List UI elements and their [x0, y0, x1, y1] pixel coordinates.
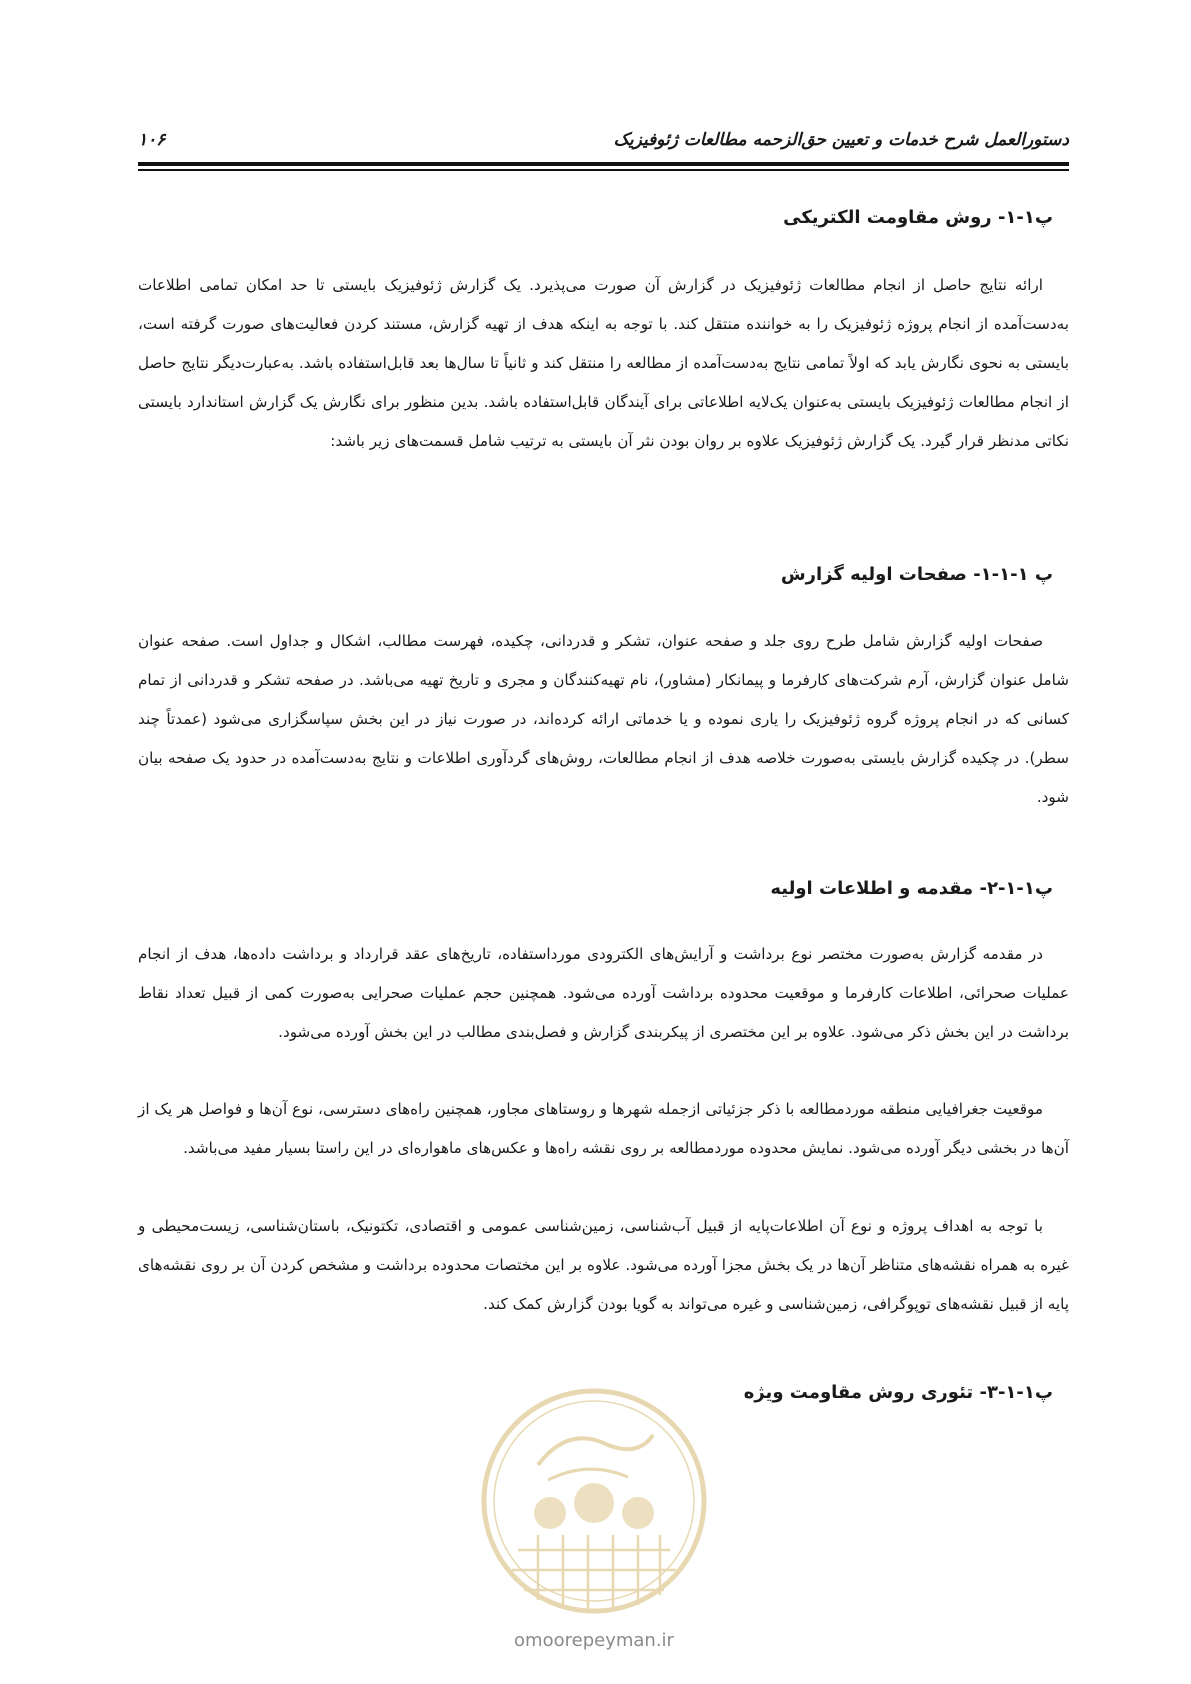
- section-heading-resistivity-theory: پ۱-۱-۳- تئوری روش مقاومت ویژه: [743, 1382, 1053, 1403]
- watermark-url: omoorepeyman.ir: [514, 1630, 674, 1651]
- header-rule-thick: [138, 162, 1069, 166]
- header-rule-thin: [138, 169, 1069, 171]
- paragraph: ارائه نتایج حاصل از انجام مطالعات ژئوفیزیک در گزارش آن صورت می‌پذیرد. یک گزارش ژئوفیزیک بایستی تا حد امکان تمامی اطلاعات به‌دست‌آمده از انجام پروژه ژئوفیزیک را به خواننده منتقل کند. با توجه به اینکه هدف از تهیه گزارش، مستند کردن فعالیت‌های صورت گرفته است، بایستی به نحوی نگارش یابد که اولاً تمامی نتایج به‌دست‌آمده از مطالعه را منتقل کند و ثانیاً تا سال‌ها بعد قابل‌استفاده باشد. به‌عبارت‌دیگر نتایج حاصل از انجام مطالعات ژئوفیزیک بایستی به‌عنوان یک‌لایه اطلاعاتی برای آیندگان قابل‌استفاده باشد. بدین منظور برای نگارش یک گزارش استاندارد بایستی نکاتی مدنظر قرار گیرد. یک گزارش ژئوفیزیک علاوه بر روان بودن نثر آن بایستی به ترتیب شامل قسمت‌های زیر باشد:: [138, 276, 1069, 450]
- paragraph: با توجه به اهداف پروژه و نوع آن اطلاعات‌پایه از قبیل آب‌شناسی، زمین‌شناسی عمومی و اقتصادی، تکتونیک، باستان‌شناسی، زیست‌محیطی و غیره به همراه نقشه‌های متناظر آن‌ها در یک بخش مجزا آورده می‌شود. علاوه بر این مختصات محدوده برداشت و مشخص کردن آن بر روی نقشه‌های پایه از قبیل نقشه‌های توپوگرافی، زمین‌شناسی و غیره می‌تواند به گویا بودن گزارش کمک کند.: [138, 1217, 1069, 1313]
- paragraph: موقعیت جغرافیایی منطقه موردمطالعه با ذکر جزئیاتی ازجمله شهرها و روستاهای مجاور، همچنین راه‌های دسترسی، نوع آن‌ها و فواصل هر یک از آن‌ها در بخشی دیگر آورده می‌شود. نمایش محدوده موردمطالعه بر روی نقشه راه‌ها و عکس‌های ماهواره‌ای در این راستا بسیار مفید می‌باشد.: [138, 1100, 1069, 1157]
- page-header: [138, 120, 1069, 170]
- page-number: ۱۰۶: [138, 130, 166, 150]
- watermark-logo: [478, 1385, 710, 1617]
- section-heading-introduction: پ۱-۱-۲- مقدمه و اطلاعات اولیه: [770, 878, 1053, 899]
- paragraph: صفحات اولیه گزارش شامل طرح روی جلد و صفحه عنوان، تشکر و قدردانی، چکیده، فهرست مطالب، اشکال و جداول است. صفحه عنوان شامل عنوان گزارش، آرم شرکت‌های کارفرما و پیمانکار (مشاور)، نام تهیه‌کنندگان و مجری و تاریخ تهیه می‌باشد. در صفحه تشکر و قدردانی از تمام کسانی که در انجام پروژه گروه ژئوفیزیک را یاری نموده و یا خدماتی ارائه کرده‌اند، در صورت نیاز در این بخش سپاسگزاری می‌شود (عمدتاً چند سطر). در چکیده گزارش بایستی به‌صورت خلاصه هدف از انجام مطالعات، روش‌های گردآوری اطلاعات و نتایج به‌دست‌آمده در حدود یک صفحه بیان شود.: [138, 632, 1069, 806]
- section-heading-report-front-pages: پ ۱-۱-۱- صفحات اولیه گزارش: [780, 564, 1053, 585]
- running-title: دستورالعمل شرح خدمات و تعیین حق‌الزحمه مطالعات ژئوفیزیک: [613, 130, 1069, 150]
- paragraph: در مقدمه گزارش به‌صورت مختصر نوع برداشت و آرایش‌های الکترودی مورداستفاده، تاریخ‌های عقد قرارداد و برداشت داده‌ها، هدف از انجام عملیات صحرائی، اطلاعات کارفرما و موقعیت محدوده برداشت آورده می‌شود. همچنین حجم عملیات صحرایی به‌صورت کمی از قبیل تعداد نقاط برداشت در این بخش ذکر می‌شود. علاوه بر این مختصری از پیکربندی گزارش و فصل‌بندی مطالب در این بخش آورده می‌شود.: [138, 945, 1069, 1041]
- section-heading-electrical-resistivity: پ۱-۱- روش مقاومت الکتریکی: [783, 207, 1053, 228]
